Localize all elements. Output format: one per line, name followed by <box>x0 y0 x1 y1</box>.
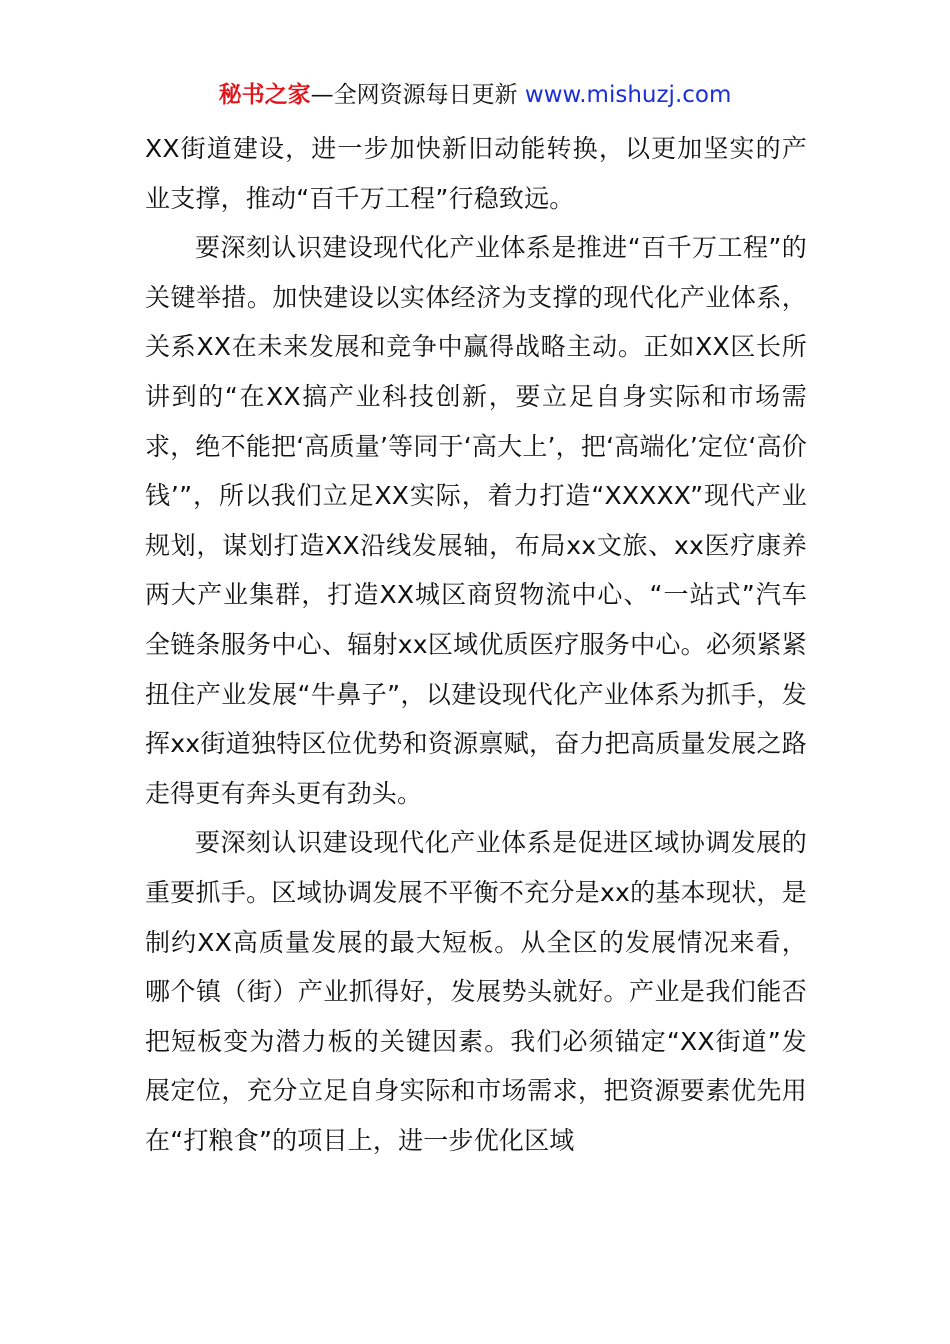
paragraph-continued: XX街道建设，进一步加快新旧动能转换，以更加坚实的产业支撑，推动“百千万工程”行稳致远。 <box>145 134 807 213</box>
header-slogan: —全网资源每日更新 <box>310 82 518 108</box>
header-site-link[interactable]: www.mishuzj.com <box>524 82 732 108</box>
document-body <box>145 124 807 1165</box>
page-header <box>0 80 950 110</box>
paragraph: 要深刻认识建设现代化产业体系是推进“百千万工程”的关键举措。加快建设以实体经济为支撑的现代化产业体系，关系XX在未来发展和竞争中赢得战略主动。正如XX区长所讲到的“在XX搞产业科技创新，要立足自身实际和市场需求，绝不能把‘高质量’等同于‘高大上’，把‘高端化’定位‘高价钱’”，所以我们立足XX实际，着力打造“XXXXX”现代产业规划，谋划打造XX沿线发展轴，布局xx文旅、xx医疗康养两大产业集群，打造XX城区商贸物流中心、“一站式”汽车全链条服务中心、辐射xx区域优质医疗服务中心。必须紧紧扭住产业发展“牛鼻子”，以建设现代化产业体系为抓手，发挥xx街道独特区位优势和资源禀赋，奋力把高质量发展之路走得更有奔头更有劲头。 <box>145 233 807 808</box>
paragraph: 要深刻认识建设现代化产业体系是促进区域协调发展的重要抓手。区域协调发展不平衡不充分是xx的基本现状，是制约XX高质量发展的最大短板。从全区的发展情况来看，哪个镇（街）产业抓得好，发展势头就好。产业是我们能否把短板变为潜力板的关键因素。我们必须锚定“XX街道”发展定位，充分立足自身实际和市场需求，把资源要素优先用在“打粮食”的项目上，进一步优化区域 <box>145 828 807 1155</box>
header-brand: 秘书之家 <box>218 82 311 108</box>
